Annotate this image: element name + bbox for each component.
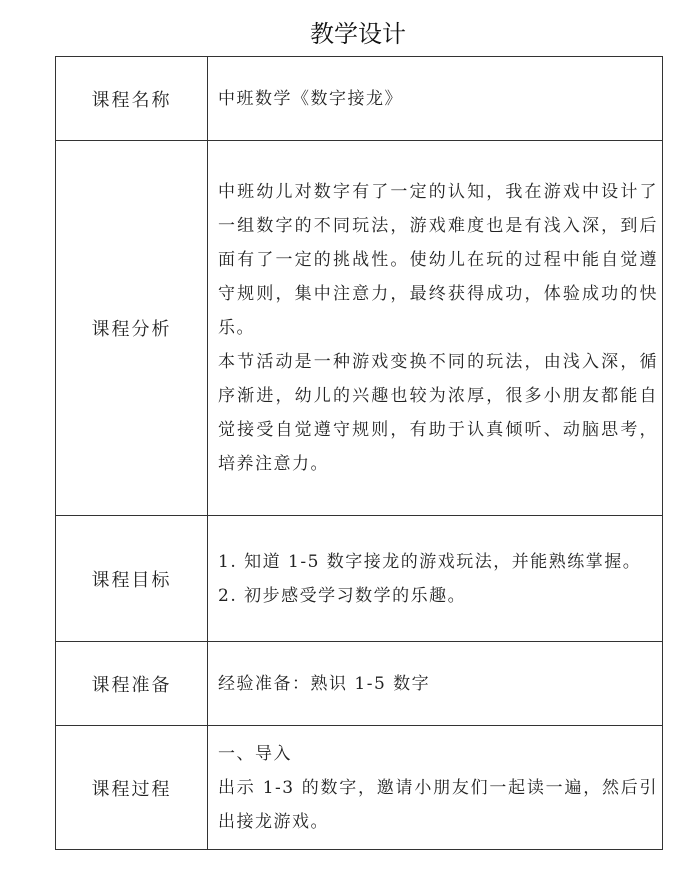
label-course-process: 课程过程 — [56, 726, 208, 850]
label-course-goals: 课程目标 — [56, 516, 208, 642]
document-title: 教学设计 — [310, 20, 406, 48]
content-paragraph: 中班幼儿对数字有了一定的认知，我在游戏中设计了一组数字的不同玩法，游戏难度也是有浅入深，到后面有了一定的挑战性。使幼儿在玩的过程中能自觉遵守规则，集中注意力，最终获得成功，体验成功的快乐。 — [218, 182, 658, 338]
content-course-name — [208, 57, 663, 141]
content-course-goals — [208, 516, 663, 642]
content-line: 经验准备：熟识 1-5 数字 — [218, 673, 431, 694]
section-heading: 一、导入 — [218, 743, 292, 764]
table-row-course-goals — [56, 516, 663, 642]
label-course-analysis: 课程分析 — [56, 141, 208, 516]
lesson-plan-table — [55, 56, 663, 850]
content-course-preparation — [208, 642, 663, 726]
goal-item: 2. 初步感受学习数学的乐趣。 — [218, 585, 467, 606]
table-row-course-preparation — [56, 642, 663, 726]
table-row-course-process — [56, 726, 663, 850]
label-course-name: 课程名称 — [56, 57, 208, 141]
table-row-course-analysis — [56, 141, 663, 516]
content-line: 中班数学《数字接龙》 — [218, 88, 403, 109]
content-course-analysis — [208, 141, 663, 516]
goal-item: 1. 知道 1-5 数字接龙的游戏玩法，并能熟练掌握。 — [218, 551, 642, 572]
content-paragraph: 本节活动是一种游戏变换不同的玩法，由浅入深，循序渐进，幼儿的兴趣也较为浓厚，很多小朋友都能自觉接受自觉遵守规则，有助于认真倾听、动脑思考，培养注意力。 — [218, 352, 658, 474]
content-course-process — [208, 726, 663, 850]
content-paragraph: 出示 1-3 的数字，邀请小朋友们一起读一遍，然后引出接龙游戏。 — [218, 777, 658, 832]
table-row-course-name — [56, 57, 663, 141]
label-course-preparation: 课程准备 — [56, 642, 208, 726]
